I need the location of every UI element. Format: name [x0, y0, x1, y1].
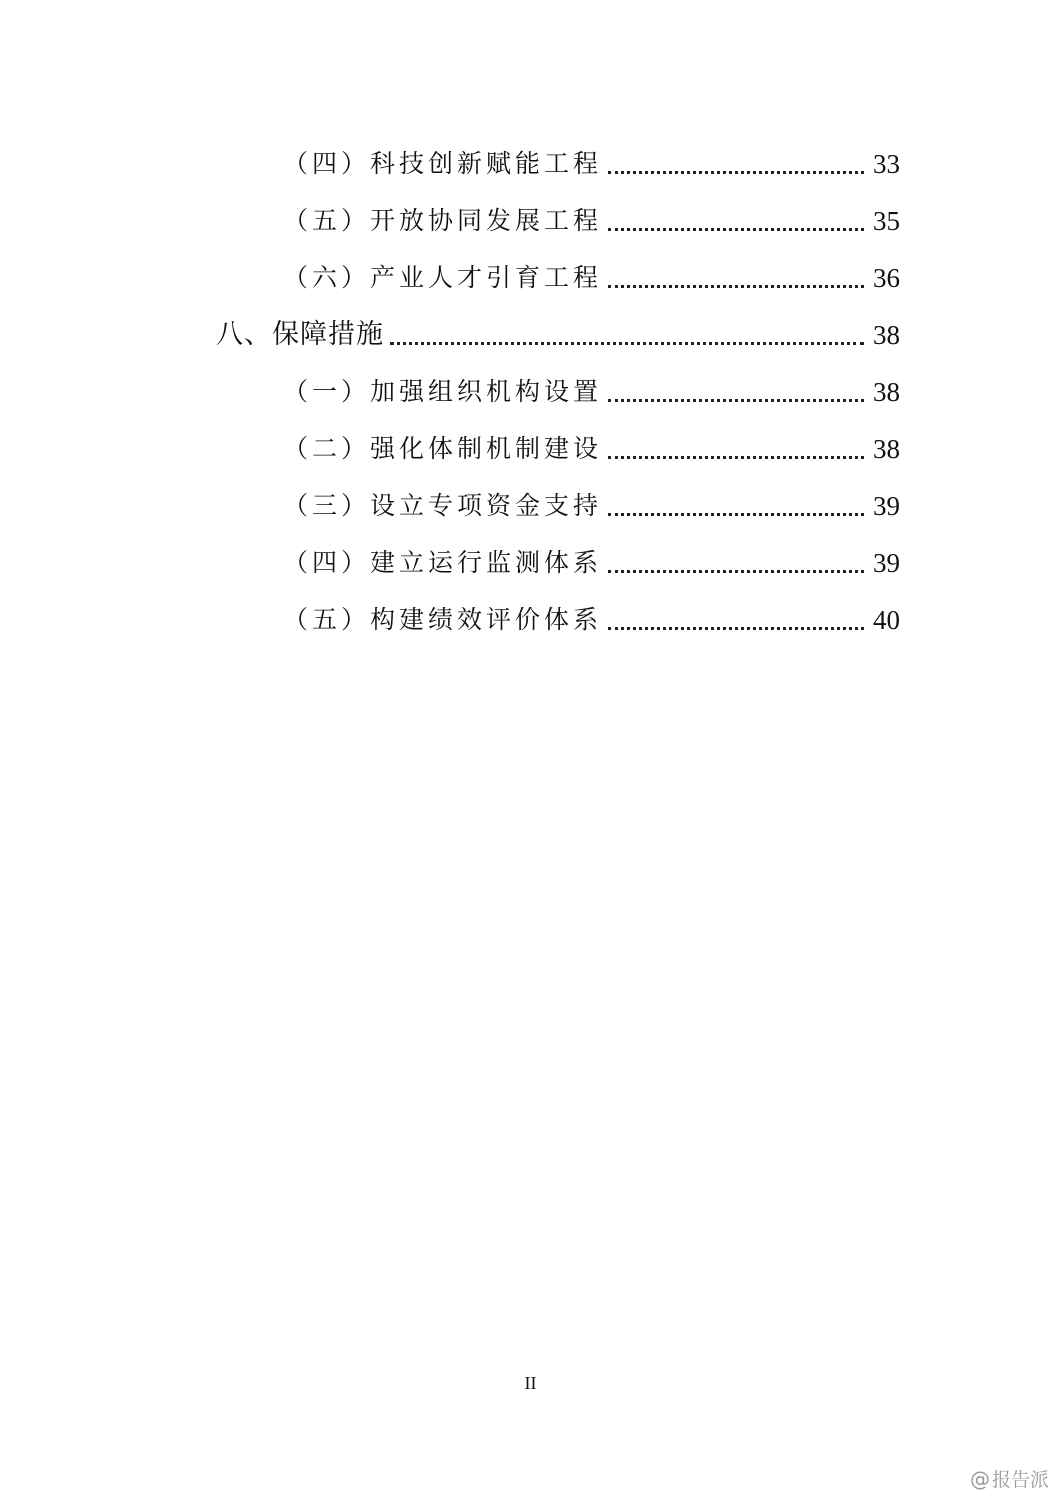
- toc-row: [0, 144, 1061, 184]
- toc-entry-special-funding[interactable]: [283, 486, 900, 526]
- toc-row: [0, 372, 1061, 412]
- toc-dot-leader: [608, 399, 864, 402]
- toc-dot-leader: [608, 456, 864, 459]
- toc-entry-monitoring-system[interactable]: [283, 543, 900, 583]
- toc-entry-label: （二）强化体制机制建设: [283, 434, 603, 463]
- toc-entry-label: （一）加强组织机构设置: [283, 377, 603, 406]
- toc-dot-leader: [608, 627, 864, 630]
- toc-section-safeguard-measures[interactable]: [216, 315, 900, 355]
- toc-entry-page-number: 38: [873, 320, 900, 350]
- toc-entry-performance-evaluation[interactable]: [283, 600, 900, 640]
- toc-entry-institutional-mechanism[interactable]: [283, 429, 900, 469]
- toc-entry-label: （五）开放协同发展工程: [283, 206, 603, 235]
- toc-dot-leader: [608, 171, 864, 174]
- toc-row: [0, 486, 1061, 526]
- page-number: II: [524, 1373, 537, 1393]
- toc-entry-page-number: 39: [873, 491, 900, 521]
- watermark-text: 报告派: [991, 1469, 1049, 1491]
- toc-entry-page-number: 40: [873, 605, 900, 635]
- toc-dot-leader: [608, 570, 864, 573]
- toc-section-label: 八、保障措施: [216, 319, 384, 350]
- at-sign-icon: @: [969, 1466, 990, 1491]
- toc-entry-page-number: 38: [873, 377, 900, 407]
- toc-entry-label: （三）设立专项资金支持: [283, 491, 603, 520]
- toc-entry-talent-cultivation[interactable]: [283, 258, 900, 298]
- watermark: [970, 1465, 1049, 1492]
- toc-entry-page-number: 39: [873, 548, 900, 578]
- toc-entry-label: （六）产业人才引育工程: [283, 263, 603, 292]
- toc-dot-leader: [608, 513, 864, 516]
- toc-entry-label: （四）建立运行监测体系: [283, 548, 603, 577]
- toc-row: [0, 201, 1061, 241]
- toc-entry-page-number: 33: [873, 149, 900, 179]
- toc-entry-page-number: 35: [873, 206, 900, 236]
- toc-row: [0, 543, 1061, 583]
- toc-entry-page-number: 38: [873, 434, 900, 464]
- toc-entry-tech-innovation[interactable]: [283, 144, 900, 184]
- toc-dot-leader: [608, 285, 864, 288]
- toc-entry-open-collaboration[interactable]: [283, 201, 900, 241]
- toc-row: [0, 600, 1061, 640]
- toc-dot-leader: [608, 228, 864, 231]
- toc-row: [0, 429, 1061, 469]
- toc-entry-label: （五）构建绩效评价体系: [283, 605, 603, 634]
- toc-dot-leader: [390, 342, 864, 345]
- toc-row: [0, 258, 1061, 298]
- toc-row: [0, 315, 1061, 355]
- toc-entry-page-number: 36: [873, 263, 900, 293]
- toc-entry-label: （四）科技创新赋能工程: [283, 149, 603, 178]
- toc-entry-organization-setup[interactable]: [283, 372, 900, 412]
